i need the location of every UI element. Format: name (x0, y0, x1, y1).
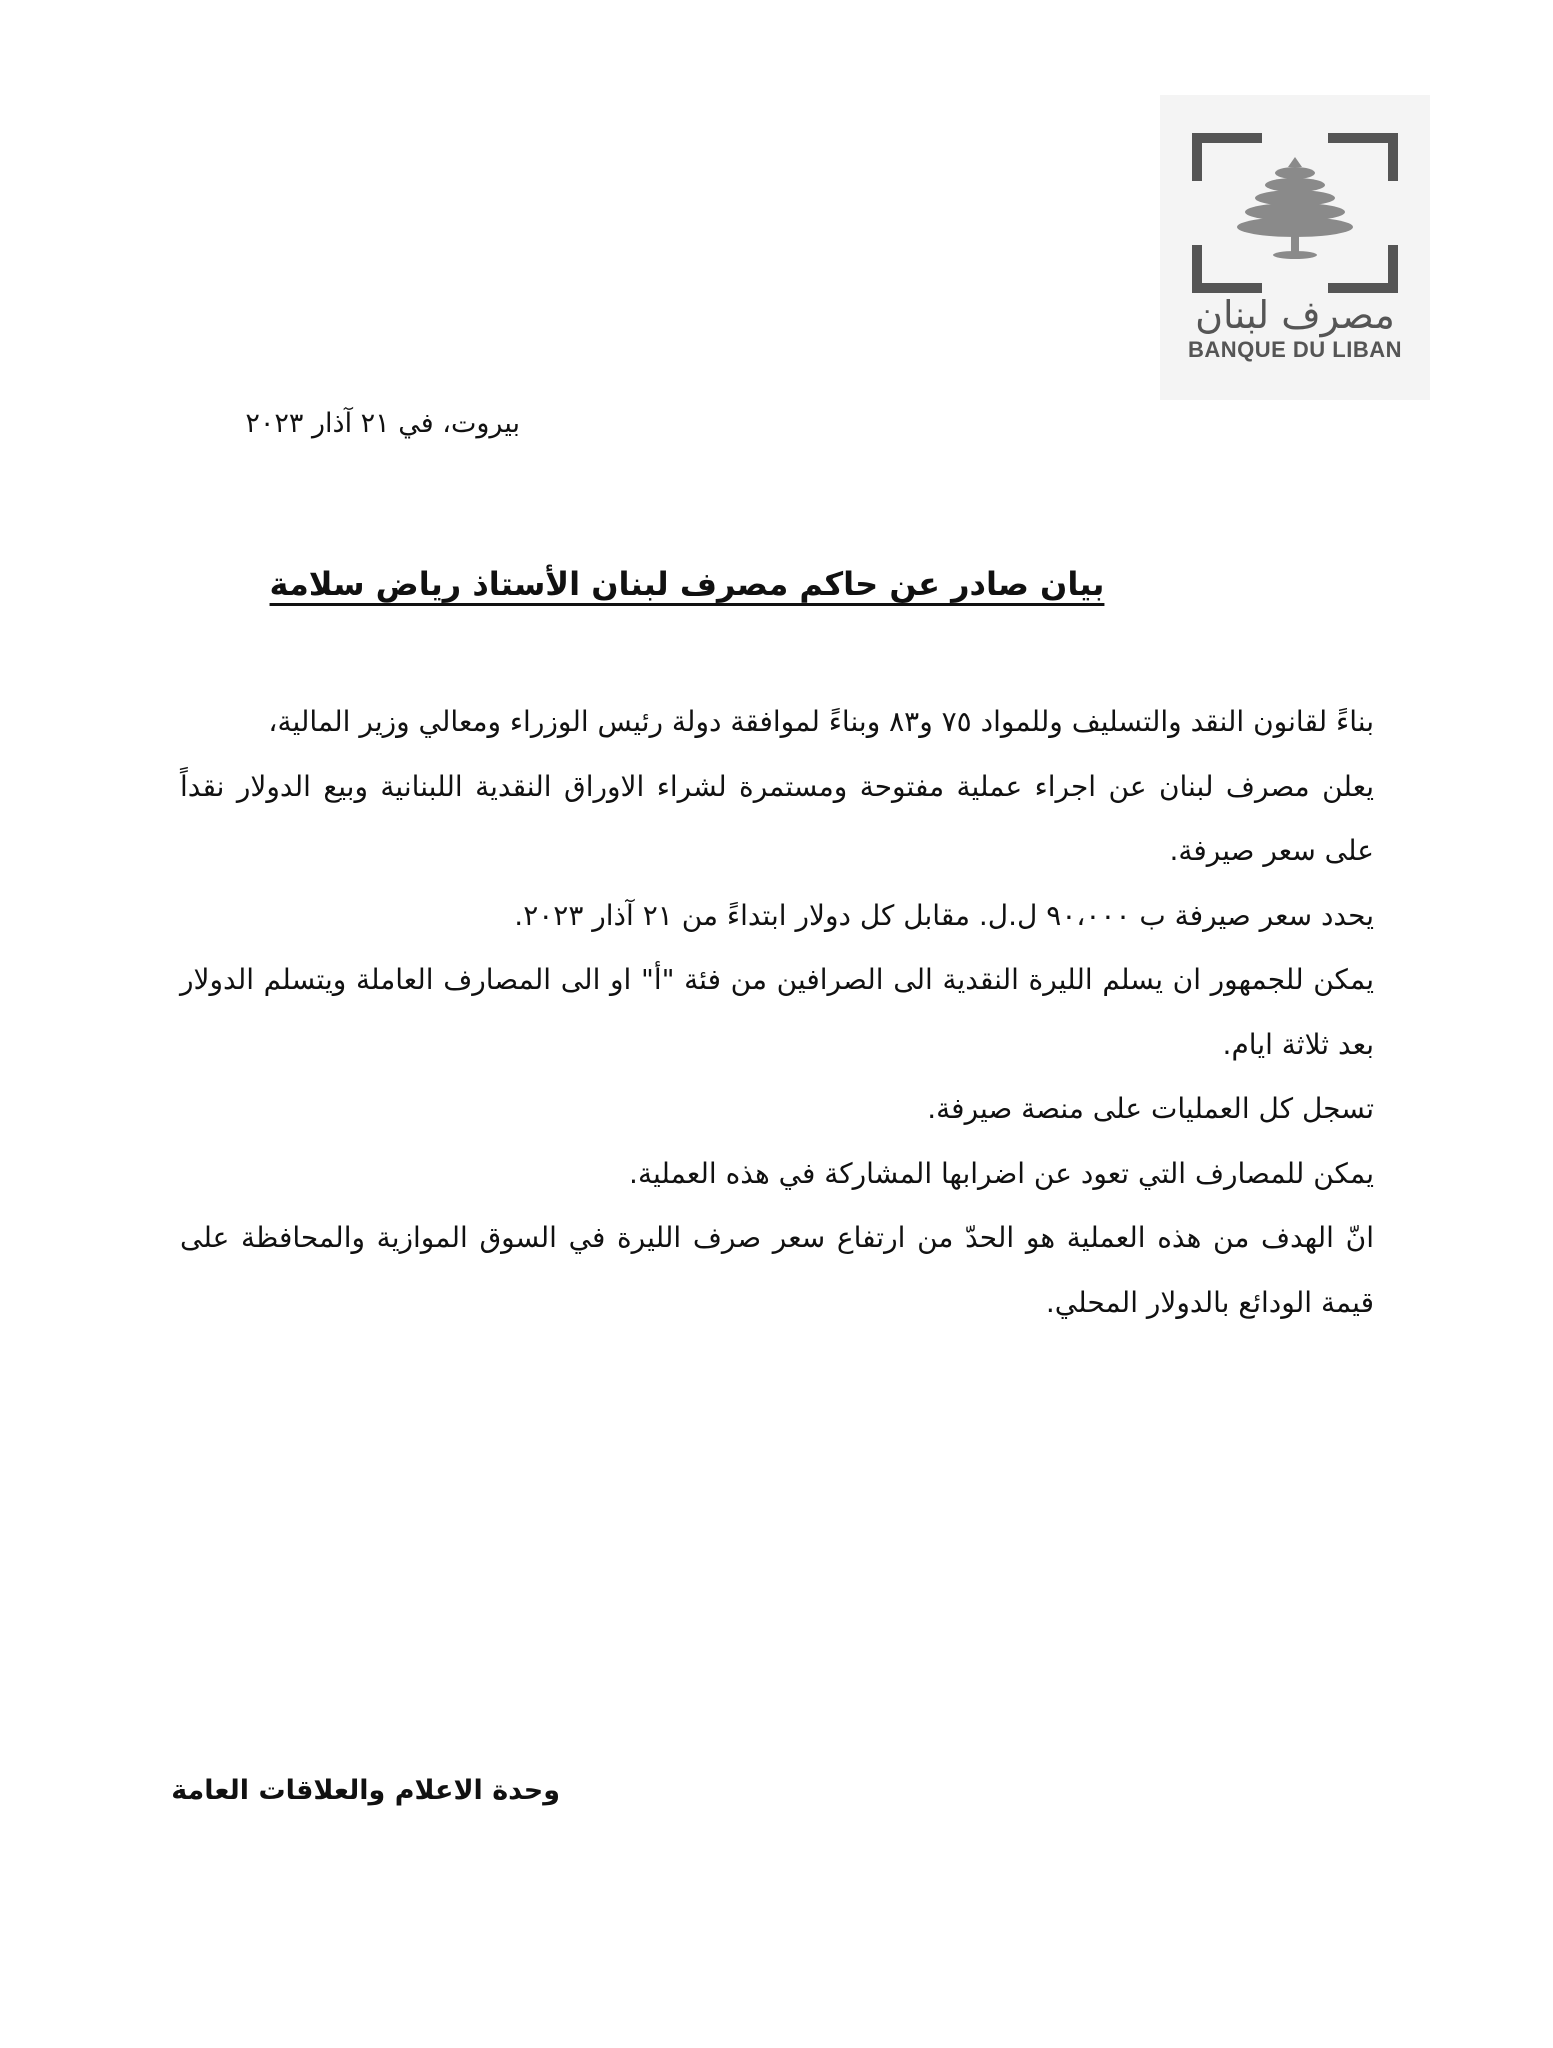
statement-title: بيان صادر عن حاكم مصرف لبنان الأستاذ رياض سلامة (269, 565, 1105, 603)
paragraph: يمكن للمصارف التي تعود عن اضرابها المشاركة في هذه العملية. (629, 1156, 1374, 1190)
statement-body (180, 690, 1374, 1335)
paragraph: يمكن للجمهور ان يسلم الليرة النقدية الى الصرافين من فئة "أ" او الى المصارف العاملة ويتسلم الدولار بعد ثلاثة ايام. (180, 963, 1374, 1061)
signature: وحدة الاعلام والعلاقات العامة (171, 1775, 560, 1806)
bdl-logo (1160, 95, 1430, 400)
paragraph: يعلن مصرف لبنان عن اجراء عملية مفتوحة ومستمرة لشراء الاوراق النقدية اللبنانية وبيع الدولار نقداً على سعر صيرفة. (180, 769, 1374, 867)
logo-english-name: BANQUE DU LIBAN (1187, 337, 1403, 362)
paragraph: انّ الهدف من هذه العملية هو الحدّ من ارتفاع سعر صرف الليرة في السوق الموازية والمحافظة على قيمة الودائع بالدولار المحلي. (180, 1221, 1374, 1319)
date-line: بيروت، في ٢١ آذار ٢٠٢٣ (245, 408, 520, 439)
paragraph: بناءً لقانون النقد والتسليف وللمواد ٧٥ و٨٣ وبناءً لموافقة دولة رئيس الوزراء ومعالي وزير المالية، (268, 705, 1374, 738)
paragraph: تسجل كل العمليات على منصة صيرفة. (927, 1092, 1374, 1125)
cedar-frame-logo (1192, 133, 1398, 293)
paragraph: يحدد سعر صيرفة ب ٩٠،٠٠٠ ل.ل. مقابل كل دولار ابتداءً من ٢١ آذار ٢٠٢٣. (514, 898, 1374, 932)
logo-arabic-name: مصرف لبنان (1195, 293, 1395, 337)
cedar-icon (1237, 157, 1353, 259)
